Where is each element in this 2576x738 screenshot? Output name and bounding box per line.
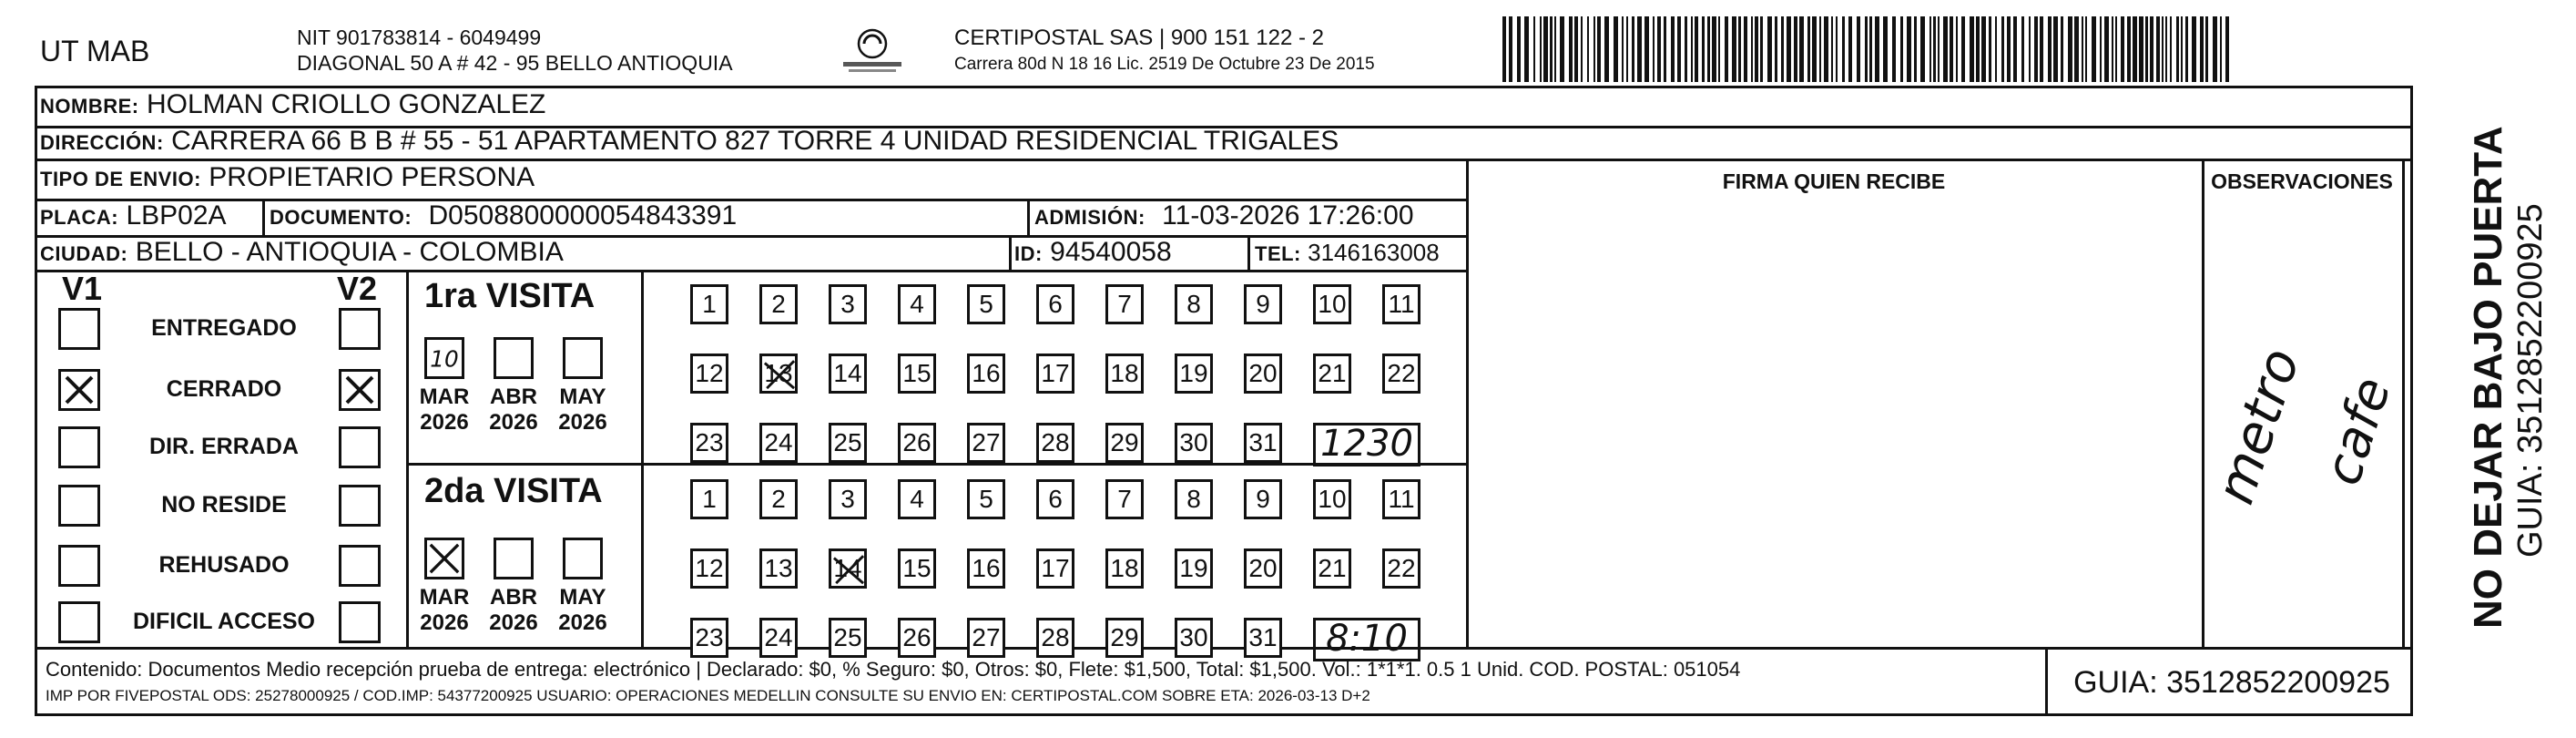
barcode-bar [1738,16,1741,82]
barcode-bar [1920,16,1925,82]
barcode-bar [1794,16,1797,82]
barcode-bar [2040,16,2043,82]
company-nit: NIT 901783814 - 6049499 [297,26,542,49]
certipostal-logo [836,26,909,77]
barcode-bar [1637,16,1642,82]
day-box[interactable]: 15 [898,548,936,589]
month-name: MAY [559,585,606,610]
barcode-bar [2115,16,2117,82]
barcode-bar [2013,16,2017,82]
month-label [408,585,481,636]
barcode-bar [2100,16,2102,82]
day-box[interactable]: 8 [1175,479,1213,519]
barcode-bar [1540,16,1542,82]
footer-imp: IMP POR FIVEPOSTAL ODS: 25278000925 / COD.IMP: 54377200925 USUARIO: OPERACIONES MEDELLIN CONSULTE SU ENVIO EN: CERTIPOSTAL.COM SOBRE ETA: 2026-03-13 D+2 [46,687,1370,704]
barcode-bar [2156,16,2160,82]
barcode-bar [1869,16,1872,82]
barcode-bar [1914,16,1917,82]
day-box[interactable]: 2 [759,284,798,324]
month-year: 2026 [489,610,538,635]
day-box[interactable]: 13 [759,354,798,394]
barcode-bar [1751,16,1753,82]
visit-title: 1ra VISITA [424,277,596,315]
barcode-bar [1554,16,1556,82]
visit-time[interactable]: 8:10 [1313,618,1420,661]
barcode-bar [2121,16,2124,82]
status-label: ENTREGADO [151,315,297,341]
address-row [40,126,1339,157]
v2-checkbox[interactable] [339,545,381,587]
status-label: NO RESIDE [161,492,287,518]
barcode-bar [2048,16,2052,82]
signature-header: FIRMA QUIEN RECIBE [1722,169,1946,193]
month-checkbox[interactable] [563,337,603,379]
barcode-bar [2053,16,2058,82]
barcode-bar [1961,16,1965,82]
month-checkbox[interactable] [424,538,464,579]
day-box[interactable]: 20 [1244,354,1282,394]
barcode-bar [1502,16,1506,82]
barcode-bar [1831,16,1833,82]
city-row [40,237,564,268]
plate-row [40,200,227,231]
day-box[interactable]: 19 [1175,354,1213,394]
month-label [477,585,550,636]
barcode-bar [2007,16,2011,82]
barcode-bar [1524,16,1529,82]
barcode-bar [1767,16,1772,82]
document-label: DOCUMENTO: [270,206,412,229]
barcode-bar [1581,16,1583,82]
barcode-bar [1892,16,1896,82]
barcode-bar [1981,16,1986,82]
month-checkbox[interactable] [494,538,534,579]
month-name: ABR [490,585,537,610]
barcode-bar [2192,16,2196,82]
day-box[interactable]: 28 [1036,423,1074,463]
barcode-bar [1543,16,1548,82]
day-box[interactable]: 3 [829,479,867,519]
barcode-bar [1622,16,1624,82]
month-name: MAY [559,384,606,409]
month-label [408,384,481,436]
company-address: DIAGONAL 50 A # 42 - 95 BELLO ANTIOQUIA [297,51,733,75]
month-name: ABR [490,384,537,409]
v2-checkbox[interactable] [339,485,381,527]
day-mark [759,351,800,396]
admission: 11-03-2026 17:26:00 [1162,200,1414,231]
barcode-bar [2085,16,2087,82]
day-box[interactable]: 10 [1313,284,1351,324]
month-mark [427,340,462,376]
barcode-bar [1604,16,1609,82]
month-year: 2026 [489,410,538,435]
barcode-bar [1836,16,1838,82]
month-checkbox[interactable] [563,538,603,579]
send-type-row [40,162,535,193]
barcode-bar [1799,16,1804,82]
barcode-bar [1976,16,1980,82]
city-label: CIUDAD: [40,242,128,265]
barcode-bar [2082,16,2083,82]
barcode-bar [2021,16,2024,82]
v1-checkbox[interactable] [58,426,100,468]
barcode-bar [1883,16,1888,82]
day-box[interactable]: 23 [690,423,728,463]
day-box[interactable]: 19 [1175,548,1213,589]
barcode-bar [1775,16,1777,82]
barcode-bar [1865,16,1868,82]
observations-header: OBSERVACIONES [2211,169,2393,193]
day-box[interactable]: 26 [898,618,936,658]
v1-checkbox[interactable] [58,369,100,411]
day-box[interactable]: 29 [1105,423,1144,463]
month-name: MAR [419,585,470,610]
month-label [546,384,619,436]
send-type: PROPIETARIO PERSONA [209,162,535,192]
id-value: 94540058 [1050,237,1172,267]
day-box[interactable]: 27 [967,618,1005,658]
day-box[interactable]: 4 [898,479,936,519]
month-mark [427,540,462,577]
barcode-bar [2162,16,2164,82]
day-box[interactable]: 2 [759,479,798,519]
day-box[interactable]: 11 [1382,479,1420,519]
admission-row [1034,200,1414,231]
barcode-bar [1848,16,1852,82]
status-label: REHUSADO [158,552,290,578]
barcode-bar [1597,16,1601,82]
month-label [477,384,550,436]
barcode-bar [1787,16,1791,82]
check-x-mark [341,372,378,408]
city: BELLO - ANTIOQUIA - COLOMBIA [135,237,564,267]
v1-checkbox[interactable] [58,601,100,643]
footer-guia: GUIA: 3512852200925 [2073,665,2390,700]
barcode-bar [1702,16,1705,82]
barcode-bar [1671,16,1675,82]
visit-title: 2da VISITA [424,472,603,510]
barcode-bar [1781,16,1784,82]
day-box[interactable]: 3 [829,284,867,324]
v2-checkbox[interactable] [339,308,381,350]
observation-handwriting-2: cafe [2313,370,2403,493]
day-box[interactable]: 21 [1313,354,1351,394]
barcode-bar [1929,16,1931,82]
day-box[interactable]: 7 [1105,284,1144,324]
month-checkbox[interactable] [424,337,464,379]
status-label: CERRADO [166,376,282,402]
status-label: DIR. ERRADA [149,434,299,459]
tel: 3146163008 [1308,239,1440,266]
barcode-bar [1677,16,1681,82]
barcode-bar [1664,16,1666,82]
status-label: DIFICIL ACCESO [132,609,315,634]
name-label: NOMBRE: [40,95,139,118]
barcode-bar [1933,16,1936,82]
month-name: MAR [419,384,470,409]
day-box[interactable]: 6 [1036,284,1074,324]
day-box[interactable]: 7 [1105,479,1144,519]
address-label: DIRECCIÓN: [40,131,164,154]
v2-checkbox[interactable] [339,601,381,643]
month-year: 2026 [558,610,607,635]
day-box[interactable]: 24 [759,618,798,658]
day-box[interactable]: 17 [1036,548,1074,589]
id-label: ID: [1014,242,1043,265]
document-row [270,200,737,231]
barcode-bar [1587,16,1589,82]
day-box[interactable]: 14 [829,354,867,394]
barcode-bar [1533,16,1535,82]
barcode-bar [2185,16,2188,82]
barcode-bar [1644,16,1649,82]
day-box[interactable]: 21 [1313,548,1351,589]
barcode-bar [1819,16,1821,82]
day-box[interactable]: 8 [1175,284,1213,324]
day-mark [828,546,870,591]
barcode-bar [1685,16,1687,82]
day-box[interactable]: 5 [967,479,1005,519]
month-year: 2026 [558,410,607,435]
barcode-bar [1950,16,1953,82]
barcode-bar [1712,16,1716,82]
barcode-bar [1517,16,1521,82]
day-box[interactable]: 25 [829,618,867,658]
barcode-bar [1857,16,1860,82]
barcode-bar [1938,16,1940,82]
day-box[interactable]: 1 [690,479,728,519]
month-label [546,585,619,636]
day-box[interactable]: 16 [967,548,1005,589]
barcode-bar [1707,16,1710,82]
day-box[interactable]: 31 [1244,423,1282,463]
day-box[interactable]: 25 [829,423,867,463]
barcode-bar [2165,16,2167,82]
barcode-bar [2074,16,2079,82]
tel-row [1255,239,1440,267]
v1-checkbox[interactable] [58,308,100,350]
barcode-bar [1574,16,1578,82]
day-box[interactable]: 31 [1244,618,1282,658]
barcode-bar [1989,16,1991,82]
day-box[interactable]: 22 [1382,354,1420,394]
admission-label: ADMISIÓN: [1034,206,1145,229]
barcode-bar [1812,16,1817,82]
day-box[interactable]: 26 [898,423,936,463]
barcode [1502,16,2231,82]
day-box[interactable]: 15 [898,354,936,394]
day-box[interactable]: 30 [1175,423,1213,463]
certipostal-license: Carrera 80d N 18 16 Lic. 2519 De Octubre 23 De 2015 [954,55,1375,74]
barcode-bar [1614,16,1618,82]
recipient-address: CARRERA 66 B B # 55 - 51 APARTAMENTO 827 TORRE 4 UNIDAD RESIDENCIAL TRIGALES [171,126,1339,156]
barcode-bar [2092,16,2096,82]
barcode-bar [2139,16,2143,82]
barcode-bar [1657,16,1661,82]
barcode-bar [1695,16,1698,82]
barcode-bar [1550,16,1553,82]
barcode-bar [1842,16,1845,82]
barcode-bar [1907,16,1911,82]
barcode-bar [2068,16,2072,82]
barcode-bar [2029,16,2031,82]
barcode-bar [1691,16,1693,82]
svg-text:10: 10 [430,345,459,373]
day-box[interactable]: 11 [1382,284,1420,324]
day-box[interactable]: 9 [1244,479,1282,519]
day-box[interactable]: 14 [829,548,867,589]
barcode-bar [2170,16,2172,82]
day-box[interactable]: 24 [759,423,798,463]
barcode-bar [1956,16,1958,82]
send-type-label: TIPO DE ENVIO: [40,168,201,190]
day-box[interactable]: 4 [898,284,936,324]
observation-handwriting-1: metro [2204,341,2312,512]
barcode-bar [2112,16,2113,82]
barcode-bar [1824,16,1828,82]
barcode-bar [2150,16,2153,82]
v2-checkbox[interactable] [339,369,381,411]
no-dejar-bajo-puerta: NO DEJAR BAJO PUERTA [2466,126,2510,629]
day-box[interactable]: 28 [1036,618,1074,658]
v1-label: V1 [62,270,103,307]
barcode-bar [2205,16,2208,82]
plate: LBP02A [126,200,227,231]
day-box[interactable]: 6 [1036,479,1074,519]
month-year: 2026 [420,610,469,635]
day-box[interactable]: 5 [967,284,1005,324]
v2-label: V2 [337,270,378,307]
barcode-bar [1900,16,1903,82]
barcode-bar [2133,16,2137,82]
barcode-bar [1593,16,1595,82]
day-box[interactable]: 12 [690,548,728,589]
document: D0508800000054843391 [428,200,738,231]
name-row [40,89,545,120]
barcode-bar [2127,16,2131,82]
v1-checkbox[interactable] [58,545,100,587]
barcode-bar [1760,16,1763,82]
day-box[interactable]: 23 [690,618,728,658]
barcode-bar [1718,16,1720,82]
barcode-bar [2145,16,2148,82]
barcode-bar [1995,16,1997,82]
plate-label: PLACA: [40,206,119,229]
day-box[interactable]: 13 [759,548,798,589]
day-box[interactable]: 29 [1105,618,1144,658]
barcode-bar [2104,16,2109,82]
v1-checkbox[interactable] [58,485,100,527]
barcode-bar [1755,16,1758,82]
barcode-bar [2001,16,2004,82]
company-name: UT MAB [40,35,150,67]
barcode-bar [1875,16,1879,82]
barcode-bar [1744,16,1747,82]
tel-label: TEL: [1255,242,1301,265]
barcode-bar [2213,16,2217,82]
day-box[interactable]: 9 [1244,284,1282,324]
barcode-bar [2034,16,2038,82]
barcode-bar [2200,16,2204,82]
barcode-bar [1626,16,1628,82]
barcode-bar [1732,16,1736,82]
barcode-bar [2220,16,2222,82]
barcode-bar [1560,16,1564,82]
barcode-bar [1943,16,1948,82]
side-guia: GUIA: 3512852200925 [2511,203,2550,558]
barcode-bar [1807,16,1810,82]
visit-time[interactable]: 1230 [1313,423,1420,466]
barcode-bar [2225,16,2229,82]
day-box[interactable]: 12 [690,354,728,394]
check-x-mark [61,372,97,408]
day-box[interactable]: 16 [967,354,1005,394]
barcode-bar [2181,16,2183,82]
barcode-bar [2176,16,2179,82]
day-box[interactable]: 30 [1175,618,1213,658]
barcode-bar [1653,16,1655,82]
recipient-name: HOLMAN CRIOLLO GONZALEZ [146,89,546,119]
month-year: 2026 [420,410,469,435]
day-box[interactable]: 22 [1382,548,1420,589]
barcode-bar [1970,16,1974,82]
footer-content: Contenido: Documentos Medio recepción prueba de entrega: electrónico | Declarado: $0, % Seguro: $0, Otros: $0, Flete: $1,500, Total: $1,500. Vol.: 1*1*1. 0.5 1 Unid. COD. POSTAL: 051054 [46,658,1741,681]
barcode-bar [1509,16,1512,82]
day-box[interactable]: 1 [690,284,728,324]
id-row [1014,237,1172,268]
barcode-bar [1725,16,1728,82]
day-box[interactable]: 10 [1313,479,1351,519]
day-box[interactable]: 18 [1105,548,1144,589]
barcode-bar [1632,16,1634,82]
day-box[interactable]: 27 [967,423,1005,463]
day-box[interactable]: 18 [1105,354,1144,394]
month-checkbox[interactable] [494,337,534,379]
v2-checkbox[interactable] [339,426,381,468]
certipostal-name: CERTIPOSTAL SAS | 900 151 122 - 2 [954,26,1324,50]
barcode-bar [1569,16,1573,82]
day-box[interactable]: 20 [1244,548,1282,589]
day-box[interactable]: 17 [1036,354,1074,394]
barcode-bar [2061,16,2063,82]
